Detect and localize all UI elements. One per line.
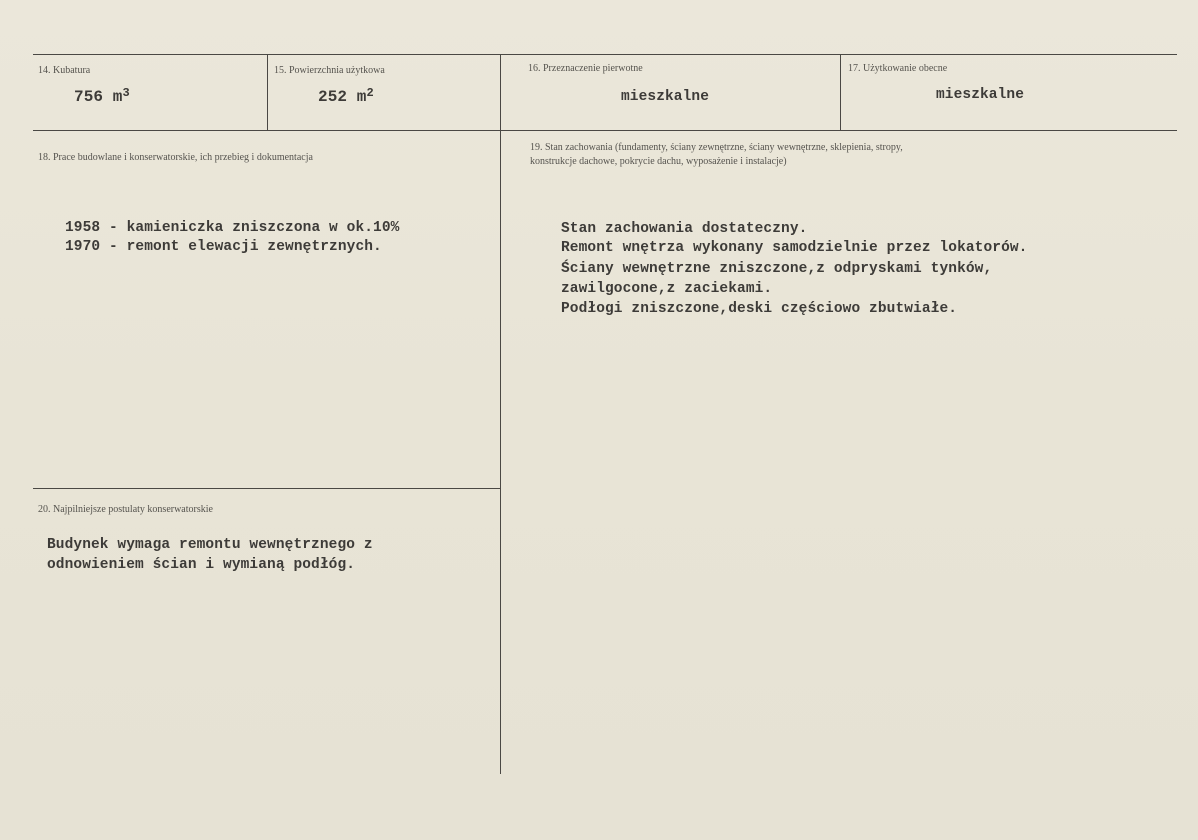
field19-line-3: Ściany wewnętrzne zniszczone,z odpryskami tynków, [561, 261, 993, 277]
field19-line-2: Remont wnętrza wykonany samodzielnie przez lokatorów. [561, 240, 1028, 256]
field20-label: 20. Najpilniejsze postulaty konserwatorskie [38, 504, 213, 515]
field18-line-1: 1958 - kamieniczka zniszczona w ok.10% [65, 220, 400, 236]
field16-label: 16. Przeznaczenie pierwotne [528, 63, 643, 74]
field15-exponent: 2 [366, 86, 374, 100]
field18-line-2: 1970 - remont elewacji zewnętrznych. [65, 239, 382, 255]
field19-label-line-1: 19. Stan zachowania (fundamenty, ściany zewnętrzne, ściany wewnętrzne, sklepienia, stropy, [530, 142, 903, 153]
field16-value: mieszkalne [620, 89, 709, 105]
field18-label: 18. Prace budowlane i konserwatorskie, ich przebieg i dokumentacja [38, 152, 313, 163]
field15-value [318, 88, 374, 107]
divider-14-15 [267, 54, 268, 130]
field15-label: 15. Powierzchnia użytkowa [274, 65, 385, 76]
field15-number: 252 m [318, 88, 367, 106]
field20-line-1: Budynek wymaga remontu wewnętrznego z [47, 537, 373, 553]
field19-label-line-2: konstrukcje dachowe, pokrycie dachu, wyposażenie i instalacje) [530, 156, 787, 167]
field20-line-2: odnowieniem ścian i wymianą podłóg. [47, 557, 356, 573]
top-rule [33, 54, 1177, 55]
field14-value [74, 88, 130, 107]
field19-line-4: zawilgocone,z zaciekami. [561, 281, 773, 297]
center-divider [500, 54, 501, 774]
field14-label: 14. Kubatura [38, 65, 91, 76]
field14-number: 756 m [74, 88, 123, 106]
field19-line-1: Stan zachowania dostateczny. [561, 221, 808, 237]
divider-16-17 [840, 54, 841, 130]
field17-label: 17. Użytkowanie obecne [848, 63, 948, 74]
field14-exponent: 3 [122, 86, 130, 100]
field20-top-rule [33, 488, 501, 489]
row1-bottom-rule [33, 130, 1177, 131]
field19-line-5: Podłogi zniszczone,deski częściowo zbutwiałe. [561, 301, 958, 317]
field17-value: mieszkalne [935, 87, 1024, 103]
